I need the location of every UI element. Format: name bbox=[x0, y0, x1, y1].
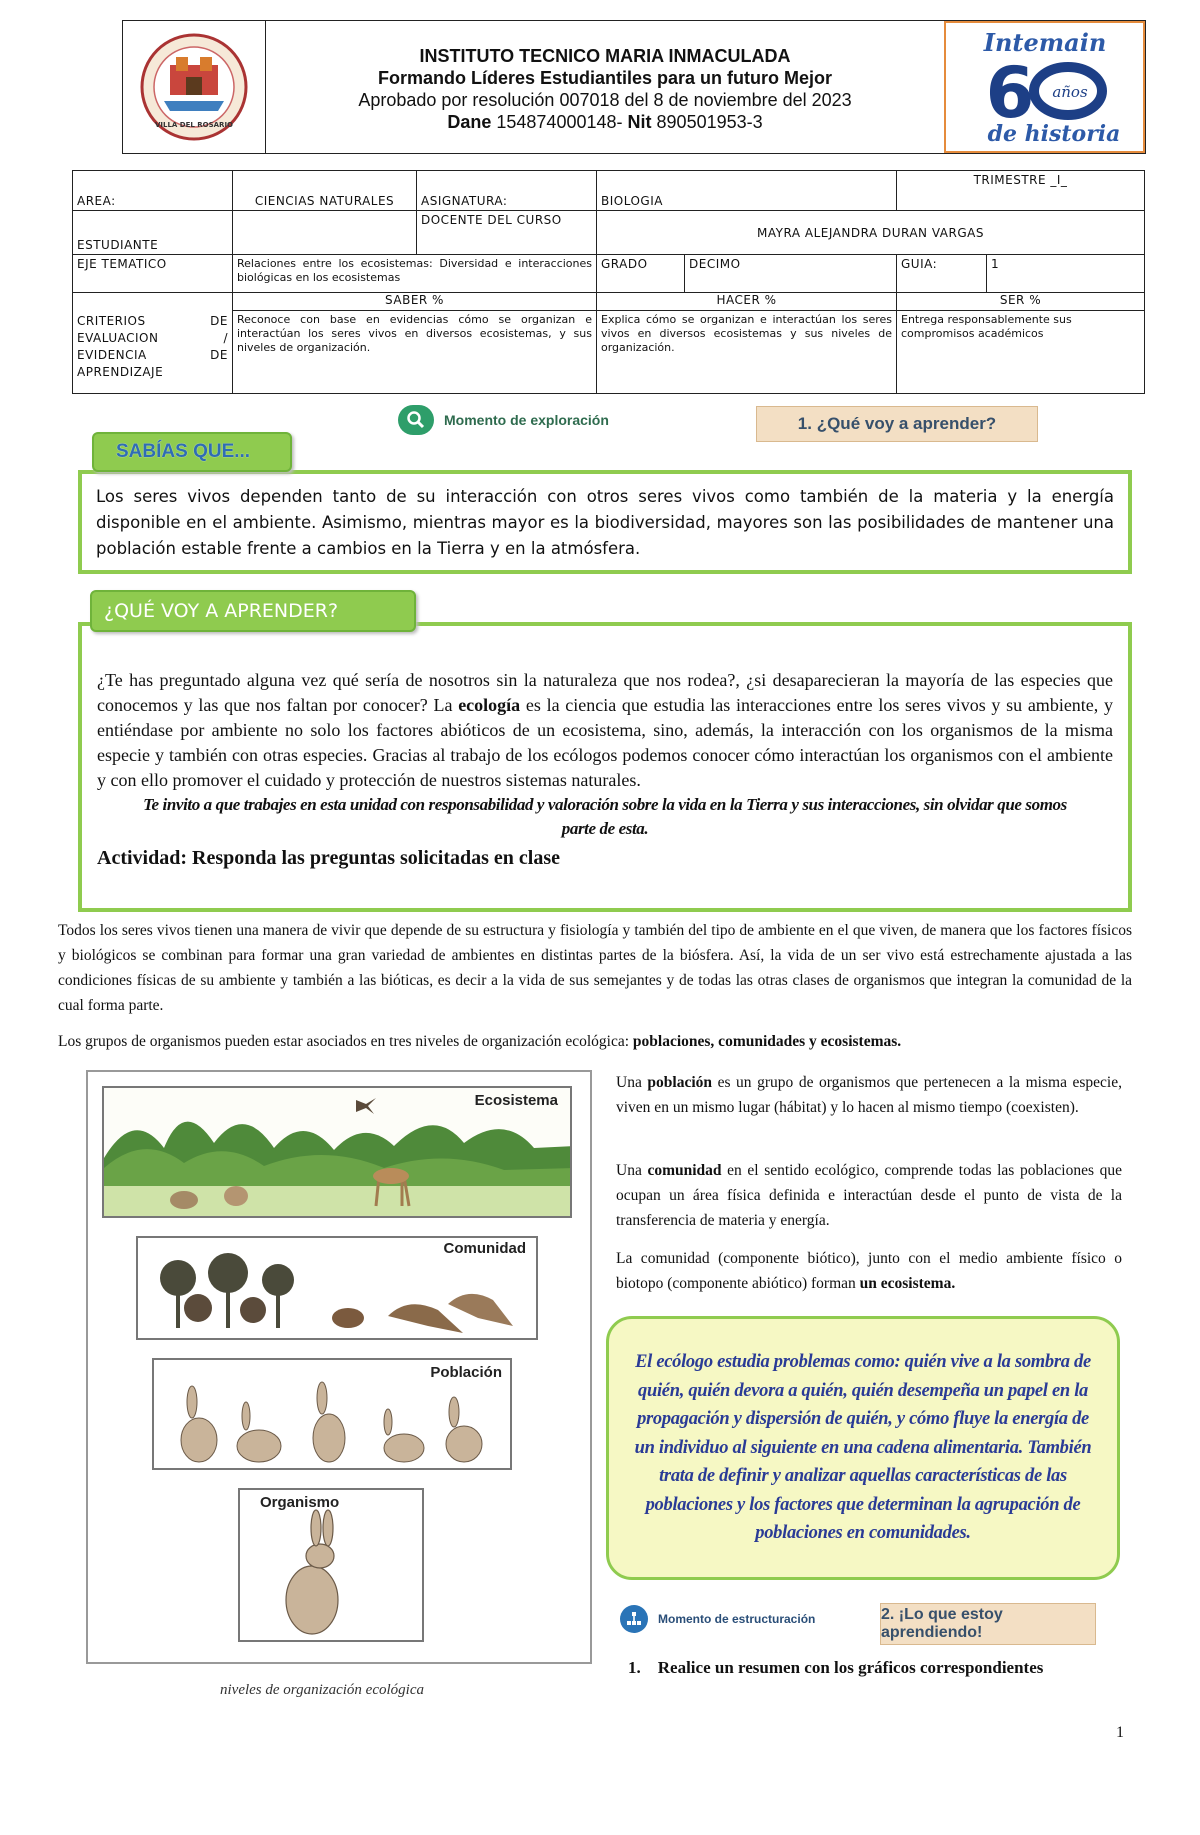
svg-text:VILLA DEL ROSARIO: VILLA DEL ROSARIO bbox=[154, 121, 234, 129]
momento-exploracion-label: Momento de exploración bbox=[444, 412, 609, 428]
estudiante-label: ESTUDIANTE bbox=[73, 211, 233, 255]
ser-text: Entrega responsablemente sus compromisos académicos bbox=[897, 311, 1145, 394]
organismo-panel bbox=[238, 1488, 424, 1642]
resumen-instruction: 1. Realice un resumen con los gráficos correspondientes bbox=[628, 1658, 1044, 1677]
docente-label: DOCENTE DEL CURSO bbox=[417, 211, 597, 255]
body-paragraph-2: Los grupos de organismos pueden estar asociados en tres niveles de organización ecológica: poblaciones, comunidades y ecosistemas. bbox=[58, 1033, 902, 1050]
svg-text:años: años bbox=[1051, 83, 1088, 101]
momento-exploracion bbox=[398, 405, 609, 435]
comunidad-definition: Una comunidad en el sentido ecológico, comprende todas las poblaciones que ocupan un área física definida e interactúan desde el punto de vista de la transferencia de materia y energía. bbox=[616, 1162, 1122, 1229]
poblacion-label: Población bbox=[430, 1364, 502, 1381]
que-voy-a-aprender-pill: 1. ¿Qué voy a aprender? bbox=[756, 406, 1038, 442]
school-logo bbox=[123, 21, 266, 153]
trimestre: TRIMESTRE _I_ bbox=[897, 171, 1145, 211]
docente-value: MAYRA ALEJANDRA DURAN VARGAS bbox=[597, 211, 1145, 255]
poblacion-panel bbox=[152, 1358, 512, 1470]
criterios-label: CRITERIOS DE EVALUACION / EVIDENCIA DE APRENDIZAJE bbox=[73, 311, 233, 394]
school-motto: Formando Líderes Estudiantiles para un futuro Mejor bbox=[377, 68, 833, 88]
ecosistema-panel bbox=[102, 1086, 572, 1218]
ser-header: SER % bbox=[897, 293, 1145, 311]
svg-text:6: 6 bbox=[985, 52, 1034, 134]
ecosistema-definition: La comunidad (componente biótico), junto con el medio ambiente físico o biotopo (componente abiótico) forman un ecosistema. bbox=[616, 1250, 1122, 1292]
area-value: CIENCIAS NATURALES bbox=[233, 171, 417, 211]
hacer-header: HACER % bbox=[597, 293, 897, 311]
sabias-que-tab: SABÍAS QUE... bbox=[92, 432, 292, 472]
ecologo-callout bbox=[606, 1316, 1120, 1580]
lo-que-estoy-aprendiendo-pill: 2. ¡Lo que estoy aprendiendo! bbox=[880, 1603, 1096, 1645]
area-label: AREA: bbox=[73, 171, 233, 211]
que-voy-a-aprender-tab: ¿QUÉ VOY A APRENDER? bbox=[90, 590, 416, 632]
sabias-que-box bbox=[78, 470, 1132, 574]
ecosistema-label: Ecosistema bbox=[474, 1092, 558, 1109]
page-number: 1 bbox=[1116, 1724, 1124, 1741]
guia-label: GUIA: bbox=[897, 255, 987, 293]
anniversary-logo bbox=[944, 21, 1145, 153]
eje-label: EJE TEMATICO bbox=[73, 255, 233, 293]
criterios-spacer bbox=[73, 293, 233, 311]
organismo-label: Organismo bbox=[260, 1494, 340, 1511]
momento-estructuracion bbox=[620, 1605, 815, 1633]
course-info-table bbox=[72, 170, 1145, 394]
school-name: INSTITUTO TECNICO MARIA INMACULADA bbox=[419, 46, 791, 66]
school-codes: Dane 154874000148- Nit 890501953-3 bbox=[447, 112, 763, 132]
school-crest-icon bbox=[138, 31, 250, 143]
niveles-organizacion-figure bbox=[86, 1070, 592, 1664]
que-voy-a-aprender-box bbox=[78, 622, 1132, 912]
qva-actividad: Actividad: Responda las preguntas solicitadas en clase bbox=[97, 847, 561, 869]
body-paragraph-1: Todos los seres vivos tienen una manera de vivir que depende de su estructura y fisiología y también del tipo de ambiente en el que viven, de manera que los factores físicos y biológicos se combinan para formar una gran variedad de ambientes en distintas partes de la biósfera. Así, la vida de un ser vivo está estrechamente ajustada a las condiciones físicas de su ambiente y también a las bióticas, es decir a la vida de sus semejantes y de todas las otras clases de organismos que integran la comunidad de la cual forma parte. bbox=[58, 922, 1132, 1014]
structure-icon bbox=[620, 1605, 648, 1633]
comunidad-label: Comunidad bbox=[443, 1240, 526, 1257]
poblacion-definition: Una población es un grupo de organismos que pertenecen a la misma especie, viven en un mismo lugar (hábitat) y lo hacen al mismo tiempo (coexisten). bbox=[616, 1074, 1122, 1116]
qva-paragraph: ¿Te has preguntado alguna vez qué sería de nosotros sin la naturaleza que nos rodea?, ¿si desaparecieran la mayoría de las especies que conocemos y las que nos faltan por conocer? La ecología es la ciencia que estudia las interacciones entre los seres vivos y su ambiente, y entiéndase por ambiente no solo los factores abióticos de un ecosistema, sino, además, la interacción con los organismos de la misma especie y también con otras especies. Gracias al trabajo de los ecólogos podemos conocer cómo interactúan los organismos con el ambiente y con ello promover el cuidado y protección de nuestros sistemas naturales. bbox=[97, 670, 1113, 790]
saber-header: SABER % bbox=[233, 293, 597, 311]
saber-text: Reconoce con base en evidencias cómo se organizan e interactúan los seres vivos en diversos ecosistemas, y sus niveles de organización. bbox=[233, 311, 597, 394]
document-header bbox=[122, 20, 1146, 154]
guia-value: 1 bbox=[987, 255, 1145, 293]
grado-label: GRADO bbox=[597, 255, 685, 293]
ecologo-callout-text: El ecólogo estudia problemas como: quién vive a la sombra de quién, quién devora a quién, quién desempeña un papel en la propagación y dispersión de quién, y cómo fluye la energía de un individuo al siguiente en una cadena alimentaria. También trata de definir y analizar aquellas características de las poblaciones y los factores que determinan la agrupación de poblaciones en comunidades. bbox=[634, 1352, 1092, 1544]
svg-text:Intemain: Intemain bbox=[983, 28, 1106, 57]
school-resolution: Aprobado por resolución 007018 del 8 de noviembre del 2023 bbox=[358, 90, 852, 110]
rabbit-organism-icon bbox=[240, 1490, 424, 1642]
anniversary-60-icon bbox=[950, 25, 1140, 149]
momento-estructuracion-label: Momento de estructuración bbox=[658, 1612, 816, 1626]
svg-text:de historia: de historia bbox=[987, 121, 1120, 147]
sabias-que-text: Los seres vivos dependen tanto de su interacción con otros seres vivos como también de la materia y la energía disponible en el ambiente. Asimismo, mientras mayor es la biodiversidad, mayores son las posibilidades de mantener una población estable frente a cambios en la Tierra y en la atmósfera. bbox=[96, 487, 1114, 558]
eje-value: Relaciones entre los ecosistemas: Diversidad e interacciones biológicas en los ecosistemas bbox=[233, 255, 597, 293]
qva-invitation: Te invito a que trabajes en esta unidad con responsabilidad y valoración sobre la vida en la Tierra y sus interacciones, sin olvidar que somos parte de esta. bbox=[143, 795, 1067, 838]
grado-value: DECIMO bbox=[685, 255, 897, 293]
estudiante-value[interactable] bbox=[233, 211, 417, 255]
figure-caption: niveles de organización ecológica bbox=[220, 1682, 424, 1698]
magnifier-icon bbox=[398, 405, 434, 435]
asignatura-label: ASIGNATURA: bbox=[417, 171, 597, 211]
asignatura-value: BIOLOGIA bbox=[597, 171, 897, 211]
hacer-text: Explica cómo se organizan e interactúan los seres vivos en diversos ecosistemas y sus niveles de organización. bbox=[597, 311, 897, 394]
comunidad-panel bbox=[136, 1236, 538, 1340]
header-text-block bbox=[266, 21, 944, 153]
